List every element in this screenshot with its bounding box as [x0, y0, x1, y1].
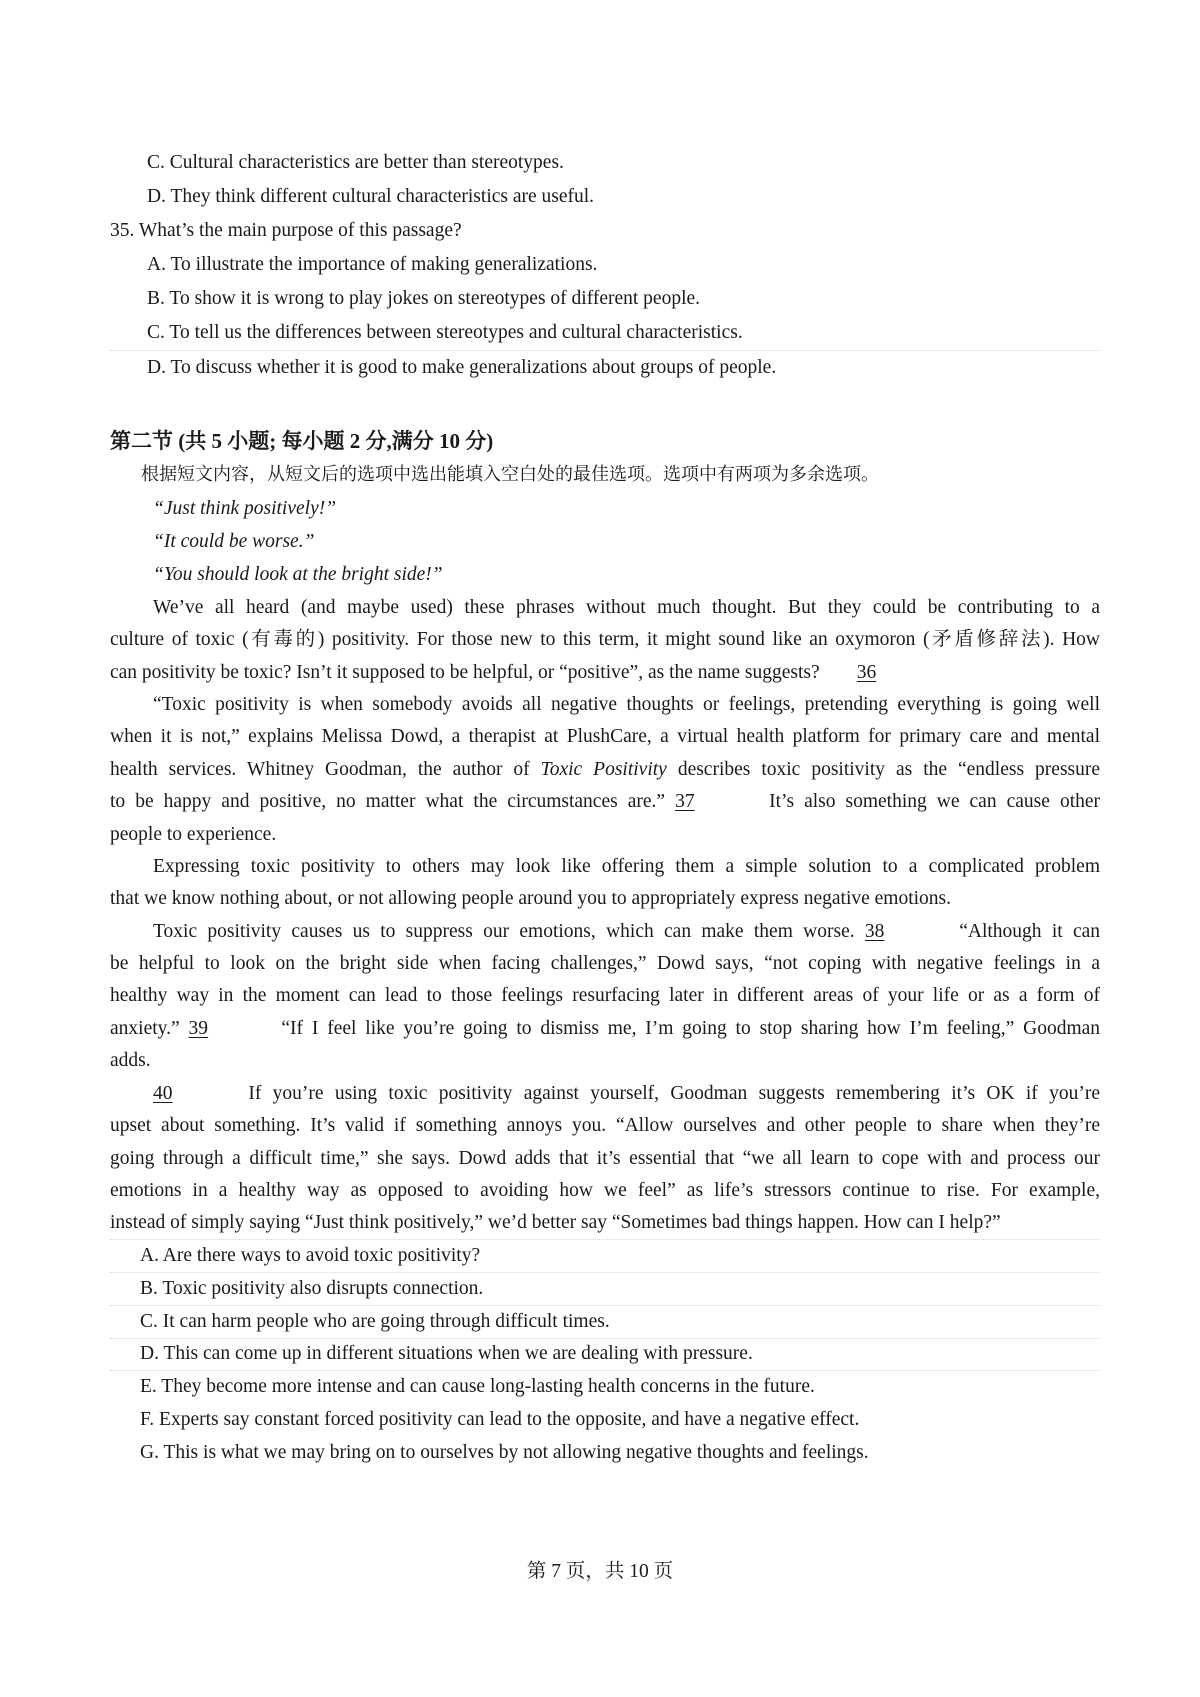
p3-line-1: Expressing toxic positivity to others may look like offering them a simple solution to a complicated problem — [153, 856, 1100, 877]
quote-3: “You should look at the bright side!” — [153, 564, 443, 585]
blank-38[interactable]: 38 — [864, 921, 885, 942]
p1-line-3 — [110, 660, 909, 686]
p5-line-3: going through a difficult time,” she says. Dowd adds that it’s essential that “we all learn to cope with and process our — [110, 1148, 1100, 1169]
p1-line-2: culture of toxic (有毒的) positivity. For those new to this term, it might sound like an oxymoron (矛盾修辞法). How — [110, 629, 1100, 650]
q34-option-c: C. Cultural characteristics are better than stereotypes. — [147, 152, 564, 173]
p2-line-3-a: health services. Whitney Goodman, the author of — [110, 759, 530, 780]
divider — [110, 1272, 1100, 1273]
p4-line-5: adds. — [110, 1050, 151, 1071]
p5-line-1 — [153, 1081, 1100, 1107]
p2-line-4-b: It’s also something we can cause other — [769, 791, 1101, 812]
option-f: F. Experts say constant forced positivity can lead to the opposite, and have a negative effect. — [140, 1409, 860, 1430]
p4-line-3: healthy way in the moment can lead to those feelings resurfacing later in different areas of your life or as a form of — [110, 985, 1100, 1006]
option-e: E. They become more intense and can cause long-lasting health concerns in the future. — [140, 1376, 815, 1397]
p2-line-3 — [110, 757, 1100, 783]
divider — [110, 1370, 1100, 1371]
p1-line-1: We’ve all heard (and maybe used) these phrases without much thought. But they could be contributing to a — [153, 597, 1100, 618]
book-title: Toxic Positivity — [540, 759, 667, 780]
p2-line-4 — [110, 789, 1100, 815]
q35-option-c: C. To tell us the differences between stereotypes and cultural characteristics. — [147, 322, 743, 343]
p4-line-1 — [153, 919, 1100, 945]
p5-line-4: emotions in a healthy way as opposed to avoiding how we feel” as life’s stressors continue to rise. For example, — [110, 1180, 1100, 1201]
divider — [110, 1305, 1100, 1306]
option-d: D. This can come up in different situations when we are dealing with pressure. — [140, 1343, 753, 1364]
p5-line-1-b: If you’re using toxic positivity against yourself, Goodman suggests remembering it’s OK if you’re — [248, 1083, 1101, 1104]
p4-line-1-b: “Although it can — [959, 921, 1101, 942]
option-c: C. It can harm people who are going through difficult times. — [140, 1311, 610, 1332]
page-number: 第 7 页，共 10 页 — [526, 1561, 674, 1582]
blank-39[interactable]: 39 — [188, 1018, 209, 1039]
q35-option-d: D. To discuss whether it is good to make generalizations about groups of people. — [147, 357, 777, 378]
p2-line-3-b: describes toxic positivity as the “endless pressure — [677, 759, 1101, 780]
p4-line-4-b: “If I feel like you’re going to dismiss me, I’m going to stop sharing how I’m feeling,” Goodman — [281, 1018, 1101, 1039]
p2-line-5: people to experience. — [110, 824, 277, 845]
divider — [110, 1338, 1100, 1339]
p5-line-5: instead of simply saying “Just think positively,” we’d better say “Sometimes bad things happen. How can I help?” — [110, 1212, 1001, 1233]
blank-40[interactable]: 40 — [153, 1083, 173, 1104]
option-b: B. Toxic positivity also disrupts connection. — [140, 1278, 484, 1299]
p5-line-2: upset about something. It’s valid if something annoys you. “Allow ourselves and other people to share when they’re — [110, 1115, 1100, 1136]
p4-line-1-a: Toxic positivity causes us to suppress our emotions, which can make them worse. — [153, 921, 855, 942]
blank-36[interactable]: 36 — [856, 662, 877, 683]
p2-line-2: when it is not,” explains Melissa Dowd, a therapist at PlushCare, a virtual health platform for primary care and mental — [110, 726, 1100, 747]
q35-stem: 35. What’s the main purpose of this passage? — [110, 220, 462, 241]
option-g: G. This is what we may bring on to ourselves by not allowing negative thoughts and feelings. — [140, 1442, 869, 1463]
p2-line-4-a: to be happy and positive, no matter what the circumstances are.” — [110, 791, 666, 812]
section-instruction: 根据短文内容，从短文后的选项中选出能填入空白处的最佳选项。选项中有两项为多余选项。 — [141, 464, 879, 485]
p4-line-2: be helpful to look on the bright side when facing challenges,” Dowd says, “not coping with negative feelings in a — [110, 953, 1100, 974]
q34-option-d: D. They think different cultural characteristics are useful. — [147, 186, 595, 207]
p3-line-2: that we know nothing about, or not allowing people around you to appropriately express negative emotions. — [110, 888, 952, 909]
option-a: A. Are there ways to avoid toxic positivity? — [140, 1245, 481, 1266]
quote-2: “It could be worse.” — [153, 531, 315, 552]
p4-line-4 — [110, 1016, 1100, 1042]
quote-1: “Just think positively!” — [153, 498, 337, 519]
p2-line-1: “Toxic positivity is when somebody avoids all negative thoughts or feelings, pretending everything is going well — [153, 694, 1100, 715]
p1-line-3-text: can positivity be toxic? Isn’t it supposed to be helpful, or “positive”, as the name suggests? — [110, 662, 820, 683]
divider — [110, 350, 1100, 351]
p4-line-4-a: anxiety.” — [110, 1018, 180, 1039]
q35-option-b: B. To show it is wrong to play jokes on stereotypes of different people. — [147, 288, 701, 309]
section-heading: 第二节 (共 5 小题; 每小题 2 分,满分 10 分) — [110, 429, 494, 453]
blank-37[interactable]: 37 — [675, 791, 695, 812]
q35-option-a: A. To illustrate the importance of making generalizations. — [147, 254, 598, 275]
divider — [110, 1239, 1100, 1240]
